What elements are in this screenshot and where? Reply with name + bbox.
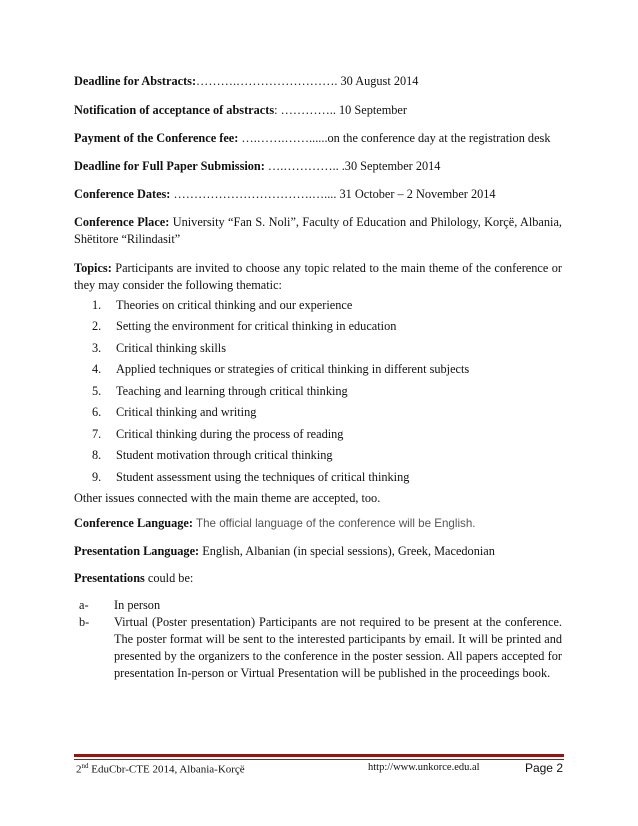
topics-intro: Topics: Participants are invited to choose any topic related to the main theme of the conference or they may consider the following thematic: (74, 261, 562, 292)
list-item: 3. Critical thinking skills (92, 341, 226, 355)
list-item: 6. Critical thinking and writing (92, 405, 257, 419)
deadline-full-paper: Deadline for Full Paper Submission: ….………….. .30 September 2014 (74, 159, 441, 173)
footer-rule-thin (74, 759, 564, 760)
footer-url-link[interactable]: http://www.unkorce.edu.al (368, 762, 480, 773)
conference-language: Conference Language: The official language of the conference will be English. (74, 516, 476, 530)
footer-rule-thick (74, 754, 564, 757)
notification-acceptance: Notification of acceptance of abstracts: ………….. 10 September (74, 103, 407, 117)
list-item: 2. Setting the environment for critical thinking in education (92, 319, 397, 333)
payment-fee: Payment of the Conference fee: ….…….……......on the conference day at the registration desk (74, 131, 551, 145)
other-issues: Other issues connected with the main theme are accepted, too. (74, 491, 381, 505)
presentation-option-virtual: b- Virtual (Poster presentation) Participants are not required to be present at the conference. The poster format will be sent to the interested participants by email. It will be printed and presented by the organizers to the conference in the poster session. All papers accepted for presentation In-person or Virtual Presentation will be published in the proceedings book. (79, 615, 562, 680)
presentations-heading: Presentations could be: (74, 571, 194, 585)
list-item: 7. Critical thinking during the process of reading (92, 427, 344, 441)
presentation-language: Presentation Language: English, Albanian (in special sessions), Greek, Macedonian (74, 544, 495, 558)
footer-conference-name: 2nd EduCbr-CTE 2014, Albania-Korçë (76, 762, 245, 776)
list-item: 8. Student motivation through critical thinking (92, 448, 333, 462)
page-number: Page 2 (524, 761, 563, 775)
list-item: 9. Student assessment using the techniques of critical thinking (92, 470, 410, 484)
conference-place: Conference Place: University “Fan S. Noli”, Faculty of Education and Philology, Korçë, Albania, Shëtitore “Rilindasit” (74, 215, 562, 246)
conference-dates: Conference Dates: …………………………….….... 31 October – 2 November 2014 (74, 187, 496, 201)
list-item: 4. Applied techniques or strategies of critical thinking in different subjects (92, 362, 470, 376)
deadline-abstracts: Deadline for Abstracts:……….……………………. 30 August 2014 (74, 74, 419, 88)
page-footer (76, 762, 563, 778)
list-item: 1. Theories on critical thinking and our experience (92, 298, 353, 312)
presentation-option-in-person: a- In person (79, 598, 161, 612)
list-item: 5. Teaching and learning through critical thinking (92, 384, 348, 398)
